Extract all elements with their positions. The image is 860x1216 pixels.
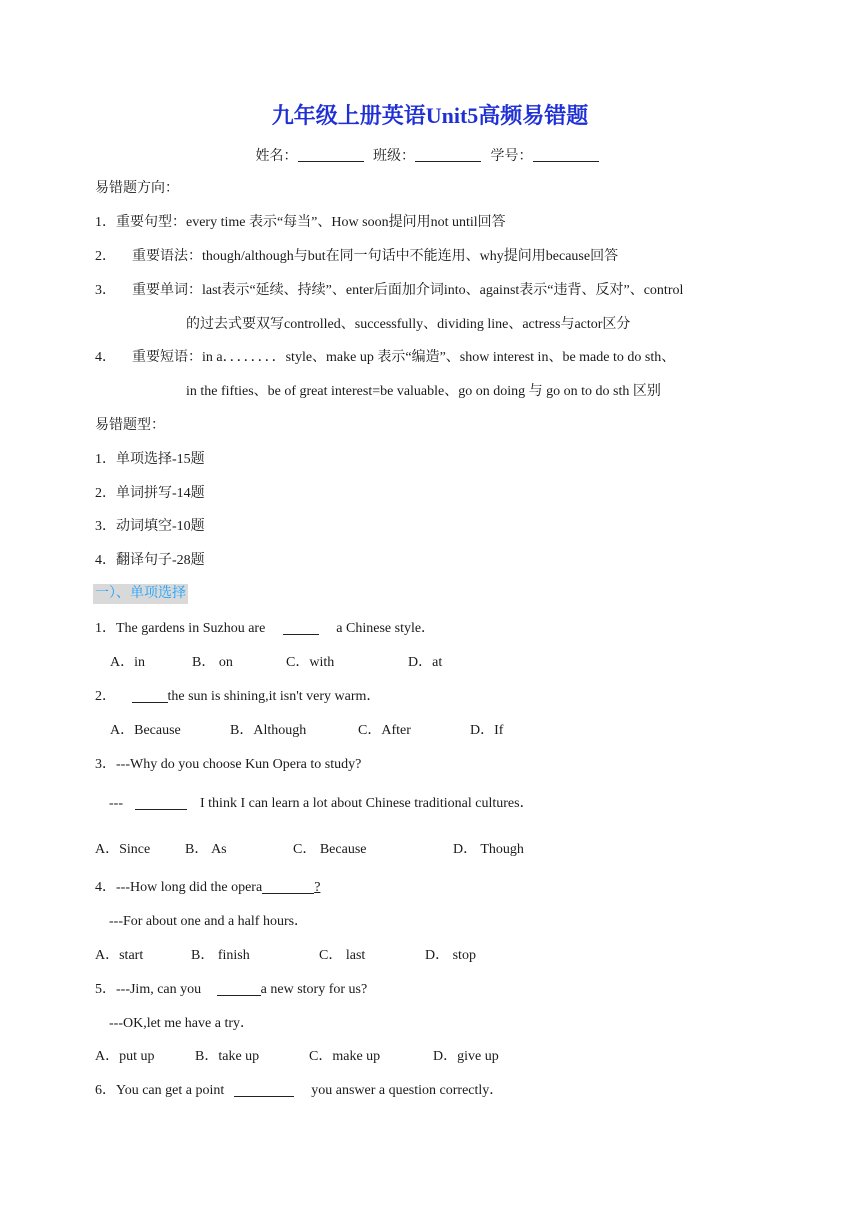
direction-num: 4． (95, 350, 116, 365)
direction-item (95, 282, 683, 300)
reply-text: I think I can learn a lot about Chinese traditional cultures． (200, 796, 534, 811)
answer-blank[interactable] (262, 879, 314, 894)
direction-num: 1． (95, 215, 116, 230)
direction-heading: 易错题方向： (95, 181, 179, 196)
class-blank[interactable] (415, 147, 481, 162)
question-stem: 4．---How long did the opera (95, 880, 263, 895)
question-stem: you answer a question correctly． (311, 1083, 504, 1098)
question-mark: ? (314, 880, 321, 895)
direction-text: 重要短语：in a．．．．．．．．style、make up 表示“编造”、show interest in、be made to do sth、 (132, 350, 676, 365)
option-c[interactable]: C．make up (309, 1049, 381, 1064)
student-info (0, 145, 860, 165)
direction-item (95, 349, 675, 367)
option-c[interactable]: C． Because (293, 842, 367, 857)
option-d[interactable]: D．at (408, 655, 443, 670)
question-stem: 1．The gardens in Suzhou are (95, 621, 266, 636)
option-d[interactable]: D．give up (433, 1049, 499, 1064)
question-2 (95, 688, 380, 706)
question-stem: the sun is shining,it isn't very warm． (167, 689, 381, 704)
question-1 (95, 620, 435, 638)
option-b[interactable]: B． on (192, 655, 233, 670)
direction-num: 3． (95, 283, 116, 298)
answer-blank[interactable] (132, 688, 168, 703)
direction-item (95, 248, 618, 266)
direction-item (95, 214, 506, 232)
class-label: 班级： (373, 149, 415, 164)
type-item: 2．单词拼写-14题 (95, 486, 205, 501)
option-a[interactable]: A．put up (95, 1049, 155, 1064)
options-1 (110, 654, 442, 672)
options-2 (110, 722, 503, 740)
option-a[interactable]: A．start (95, 948, 144, 963)
page-title: 九年级上册英语Unit5高频易错题 (271, 103, 589, 128)
number-blank[interactable] (533, 147, 599, 162)
answer-blank[interactable] (217, 981, 261, 996)
option-b[interactable]: B． As (185, 842, 227, 857)
question-number: 2． (95, 689, 116, 704)
option-d[interactable]: D．If (470, 723, 504, 738)
question-6 (95, 1082, 503, 1100)
option-c[interactable]: C．After (358, 723, 411, 738)
reply-dash: --- (109, 796, 123, 811)
question-3-reply (109, 795, 534, 813)
question-stem: a new story for us? (260, 982, 368, 997)
direction-continuation: in the fifties、be of great interest=be valuable、go on doing 与 go on to do sth 区别 (186, 384, 661, 399)
types-heading: 易错题型： (95, 418, 165, 433)
question-3: 3．---Why do you choose Kun Opera to study? (95, 757, 362, 772)
type-item: 1．单项选择-15题 (95, 452, 205, 467)
option-a[interactable]: A．in (110, 655, 145, 670)
number-label: 学号： (490, 149, 533, 164)
question-4-reply: ---For about one and a half hours． (109, 914, 309, 929)
option-c[interactable]: C．with (286, 655, 335, 670)
option-a[interactable]: A．Because (110, 723, 181, 738)
section-title: 一）、单项选择 (93, 584, 188, 604)
answer-blank[interactable] (234, 1082, 294, 1097)
direction-text: 重要单词：last表示“延续、持续”、enter后面加介词into、against表示“违背、反对”、control (132, 283, 684, 298)
name-blank[interactable] (298, 147, 364, 162)
question-stem: 5．---Jim, can you (95, 982, 202, 997)
direction-continuation: 的过去式要双写controlled、successfully、dividing line、actress与actor区分 (186, 317, 631, 332)
question-4 (95, 879, 320, 897)
question-5-reply: ---OK,let me have a try． (109, 1016, 254, 1031)
direction-num: 2． (95, 249, 116, 264)
name-label: 姓名： (255, 149, 298, 164)
type-item: 3．动词填空-10题 (95, 519, 205, 534)
option-b[interactable]: B．take up (195, 1049, 260, 1064)
option-b[interactable]: B．Although (230, 723, 307, 738)
option-d[interactable]: D． Though (453, 842, 524, 857)
question-5 (95, 981, 367, 999)
option-d[interactable]: D． stop (425, 948, 476, 963)
options-4 (95, 947, 476, 965)
type-item: 4．翻译句子-28题 (95, 553, 205, 568)
options-5 (95, 1048, 499, 1066)
options-3 (95, 841, 524, 859)
option-a[interactable]: A．Since (95, 842, 151, 857)
question-stem: a Chinese style． (336, 621, 436, 636)
direction-text: 重要句型：every time 表示“每当”、How soon提问用not until回答 (116, 215, 506, 230)
option-b[interactable]: B． finish (191, 948, 250, 963)
question-stem: 6．You can get a point (95, 1083, 225, 1098)
option-c[interactable]: C． last (319, 948, 366, 963)
direction-text: 重要语法：though/although与but在同一句话中不能连用、why提问用because回答 (132, 249, 619, 264)
answer-blank[interactable] (283, 620, 319, 635)
answer-blank[interactable] (135, 795, 187, 810)
